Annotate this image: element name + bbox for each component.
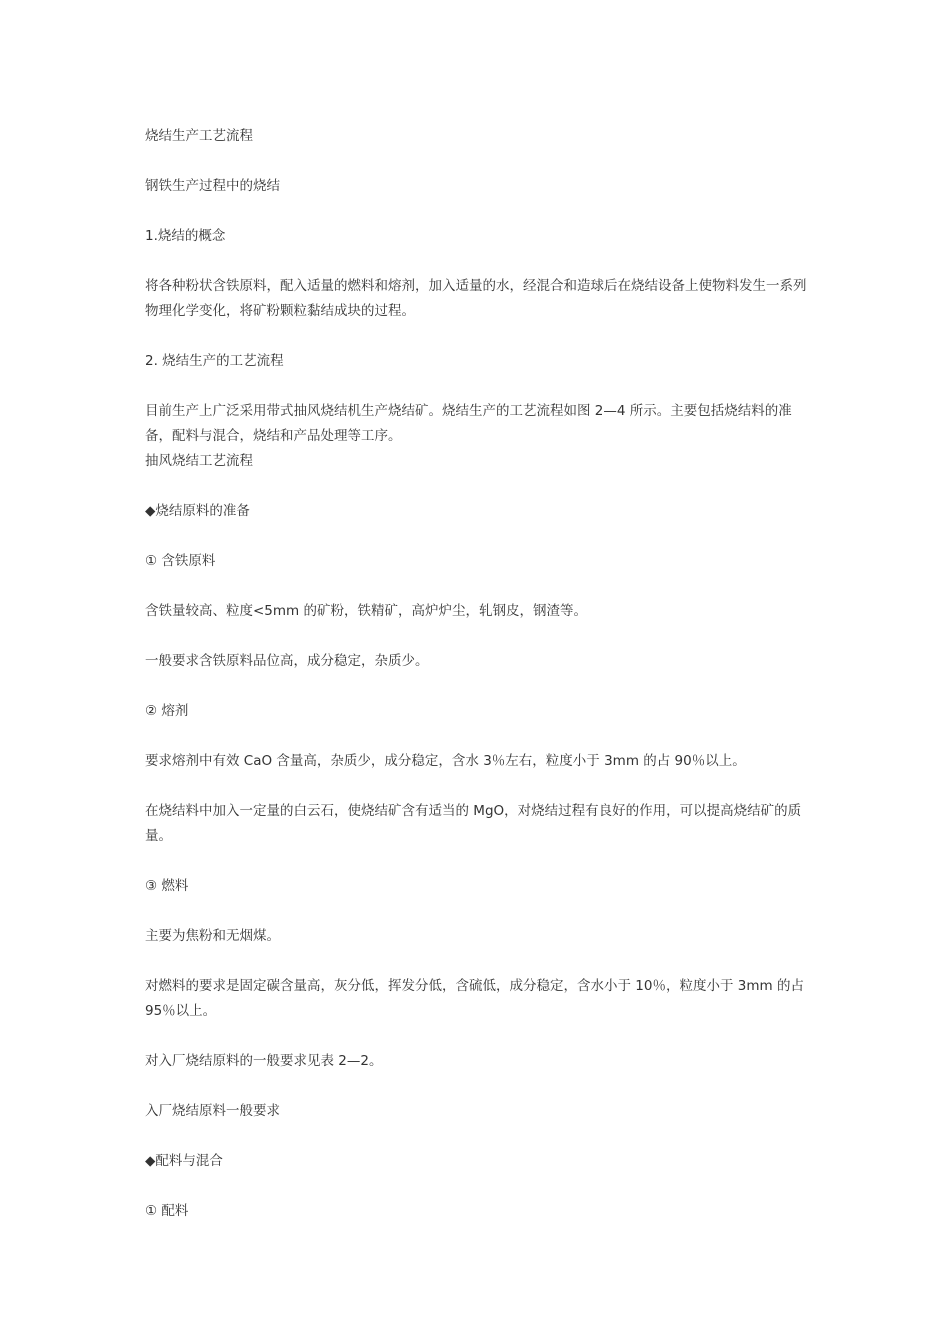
doc-title: 烧结生产工艺流程 xyxy=(145,128,253,144)
figure-caption: 抽风烧结工艺流程 xyxy=(145,453,253,469)
subsection-heading: 1.烧结的概念 xyxy=(145,228,226,244)
document-body xyxy=(145,124,810,1249)
paragraph: 目前生产上广泛采用带式抽风烧结机生产烧结矿。烧结生产的工艺流程如图 2—4 所示。主要包括烧结料的准备，配料与混合，烧结和产品处理等工序。 xyxy=(145,403,792,444)
numbered-heading: ② 熔剂 xyxy=(145,703,189,719)
paragraph: 主要为焦粉和无烟煤。 xyxy=(145,928,280,944)
numbered-heading: ① 配料 xyxy=(145,1203,189,1219)
table-caption: 入厂烧结原料一般要求 xyxy=(145,1103,280,1119)
bullet-heading: ◆烧结原料的准备 xyxy=(145,503,250,519)
numbered-heading: ① 含铁原料 xyxy=(145,553,216,569)
paragraph: 含铁量较高、粒度<5mm 的矿粉，铁精矿，高炉炉尘，轧钢皮，钢渣等。 xyxy=(145,603,587,619)
paragraph: 对入厂烧结原料的一般要求见表 2—2。 xyxy=(145,1053,383,1069)
subsection-heading: 2. 烧结生产的工艺流程 xyxy=(145,353,284,369)
paragraph: 将各种粉状含铁原料，配入适量的燃料和熔剂，加入适量的水，经混合和造球后在烧结设备上使物料发生一系列物理化学变化，将矿粉颗粒黏结成块的过程。 xyxy=(145,278,807,319)
paragraph: 在烧结料中加入一定量的白云石，使烧结矿含有适当的 MgO，对烧结过程有良好的作用，可以提高烧结矿的质量。 xyxy=(145,803,802,844)
bullet-heading: ◆配料与混合 xyxy=(145,1153,223,1169)
section-heading: 钢铁生产过程中的烧结 xyxy=(145,178,280,194)
paragraph: 对燃料的要求是固定碳含量高，灰分低，挥发分低，含硫低，成分稳定，含水小于 10％，粒度小于 3mm 的占 95％以上。 xyxy=(145,978,804,1019)
numbered-heading: ③ 燃料 xyxy=(145,878,189,894)
paragraph: 要求熔剂中有效 CaO 含量高，杂质少，成分稳定，含水 3％左右，粒度小于 3mm 的占 90％以上。 xyxy=(145,753,746,769)
paragraph: 一般要求含铁原料品位高，成分稳定，杂质少。 xyxy=(145,653,429,669)
